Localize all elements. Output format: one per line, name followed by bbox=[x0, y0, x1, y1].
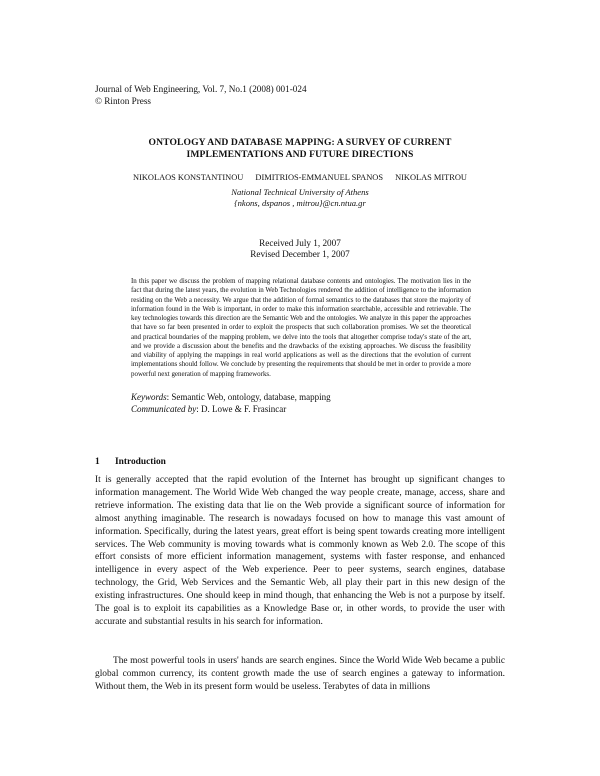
keywords-block bbox=[131, 392, 471, 415]
submission-dates bbox=[95, 238, 505, 260]
author-name: NIKOLAOS KONSTANTINOU bbox=[133, 173, 244, 182]
paper-title bbox=[95, 137, 505, 161]
communicated-value: : D. Lowe & F. Frasincar bbox=[196, 403, 287, 414]
section-heading bbox=[95, 457, 166, 467]
received-date: Received July 1, 2007 bbox=[259, 238, 341, 248]
title-line-1: ONTOLOGY AND DATABASE MAPPING: A SURVEY OF CURRENT bbox=[148, 137, 452, 148]
abstract: In this paper we discuss the problem of mapping relational database contents and ontologies. The motivation lies in the fact that during the latest years, the evolution in Web Technologies rendered the addition of intelligence to the information residing on the Web a necessity. We argue that the addition of formal semantics to the databases that store the majority of information found in the Web is important, in order to make this information searchable, accessible and retrievable. The key technologies towards this direction are the Semantic Web and the ontologies. We analyze in this paper the approaches that have so far been presented in order to exploit the prospects that such collaboration promises. We set the theoretical and practical boundaries of the mapping problem, we delve into the tools that altogether comprise today's state of the art, and we provide a discussion about the benefits and the drawbacks of the existing approaches. We discuss the feasibility and viability of applying the mappings in real world applications as well as the directions that the evolution of current implementations should follow. We conclude by presenting the requirements that should be met in order to provide a more powerful next generation of mapping frameworks. bbox=[131, 277, 471, 378]
section-title: Introduction bbox=[115, 457, 166, 467]
journal-header bbox=[95, 84, 307, 107]
body-paragraph: The most powerful tools in users' hands are search engines. Since the World Wide Web became a public global common currency, its content growth made the use of search engines a gateway to information. Without them, the Web in its present form would be useless. Terabytes of data in millions bbox=[95, 656, 505, 692]
revised-date: Revised December 1, 2007 bbox=[250, 249, 350, 260]
journal-citation: Journal of Web Engineering, Vol. 7, No.1 (2008) 001-024 bbox=[95, 84, 307, 94]
copyright-line: © Rinton Press bbox=[95, 95, 151, 106]
communicated-line bbox=[131, 404, 471, 416]
author-list bbox=[95, 173, 505, 182]
communicated-label: Communicated by bbox=[131, 403, 197, 414]
section-number: 1 bbox=[95, 457, 100, 467]
keywords-label: Keywords bbox=[131, 392, 167, 402]
author-name: DIMITRIOS-EMMANUEL SPANOS bbox=[255, 173, 383, 182]
keywords-line bbox=[131, 392, 471, 404]
keywords-value: : Semantic Web, ontology, database, mapping bbox=[166, 392, 331, 402]
author-name: NIKOLAS MITROU bbox=[395, 173, 467, 182]
affiliation bbox=[95, 187, 505, 209]
title-line-2: IMPLEMENTATIONS AND FUTURE DIRECTIONS bbox=[186, 148, 414, 160]
body-paragraph: It is generally accepted that the rapid evolution of the Internet has brought up significant changes to information management. The World Wide Web changed the way people create, manage, access, share and retrieve information. The existing data that lie on the Web provide a significant source of information for almost anything imaginable. The research is nowadays focused on how to manage this vast amount of information. Specifically, during the latest years, great effort is being spent towards creating more intelligent services. The Web community is moving towards what is commonly known as Web 2.0. The scope of this effort consists of more efficient information management, systems with faster response, and enhanced intelligence in every aspect of the Web experience. Peer to peer systems, search engines, database technology, the Grid, Web Services and the Semantic Web, all play their part in this new design of the existing infrastructures. One should keep in mind though, that enhancing the Web is not a purpose by itself. The goal is to exploit its capabilities as a Knowledge Base or, in other words, to provide the user with accurate and substantial results in his search for information. bbox=[95, 475, 505, 627]
institution: National Technical University of Athens bbox=[231, 187, 369, 197]
author-emails: {nkons, dspanos , mitrou}@cn.ntua.gr bbox=[234, 198, 366, 209]
